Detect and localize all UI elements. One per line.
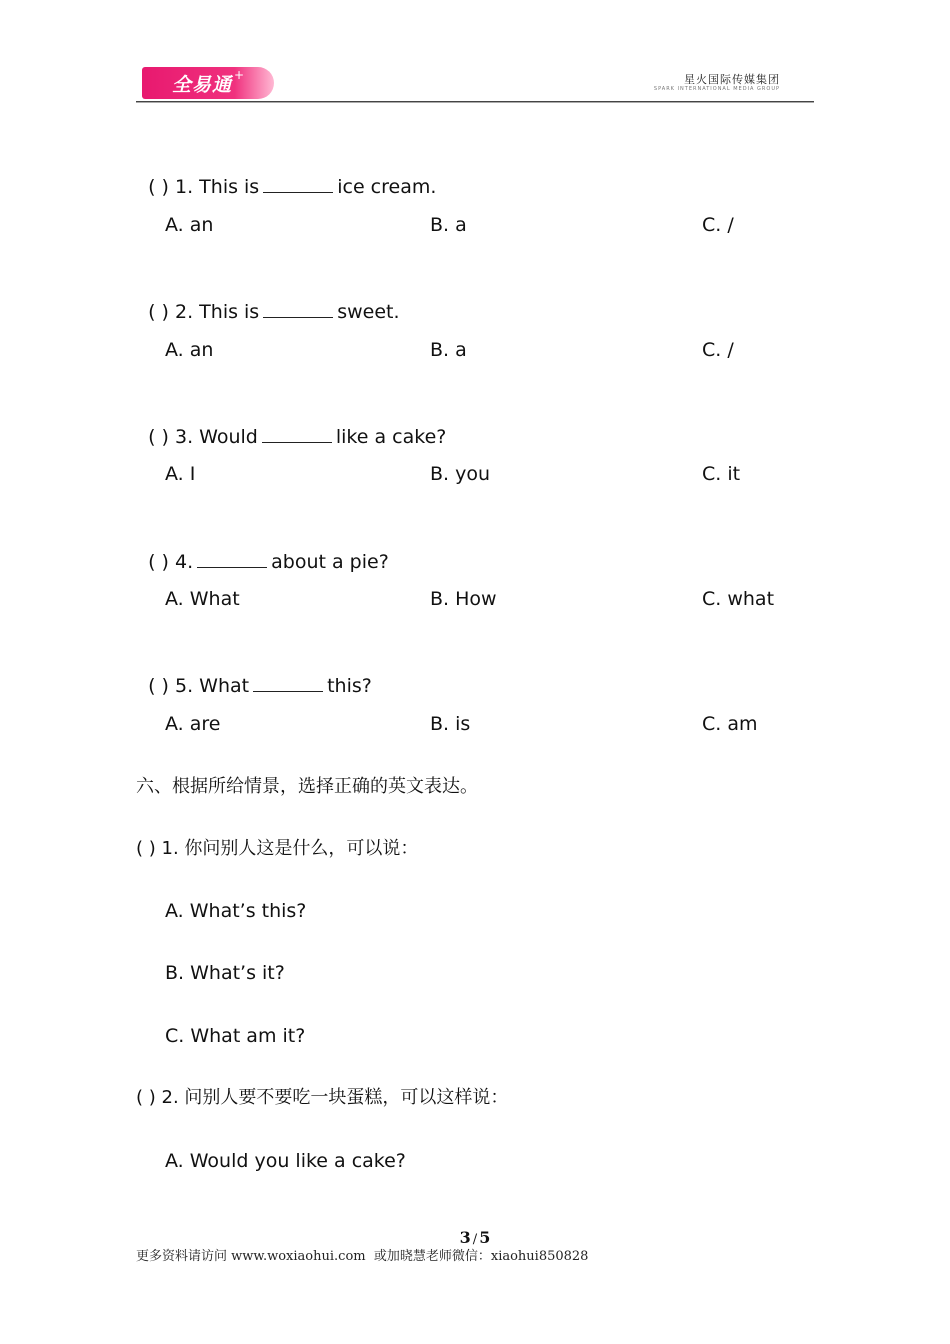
question-5-option-a: A. are — [165, 713, 221, 735]
answer-blank — [253, 673, 323, 692]
question-1-option-c: C. / — [702, 214, 734, 236]
publisher-name: 星火国际传媒集团 — [684, 73, 780, 86]
footer-note: 更多资料请访问 www.woxiaohui.com 或加晓慧老师微信：xiaohui850828 — [136, 1249, 589, 1264]
brand-logo-text: 全易通 — [171, 73, 232, 96]
answer-blank — [263, 299, 333, 318]
question-1-option-b: B. a — [430, 214, 467, 236]
question-2-option-c: C. / — [702, 339, 734, 361]
situation-2-option-a: A. Would you like a cake? — [165, 1150, 406, 1172]
question-4-stem — [136, 525, 389, 574]
answer-blank — [262, 424, 332, 443]
question-5-stem — [136, 649, 372, 698]
question-3-option-b: B. you — [430, 463, 491, 485]
answer-blank — [197, 549, 267, 568]
question-5-option-c: C. am — [702, 713, 758, 735]
question-2-stem — [136, 275, 400, 324]
situation-2-stem: ( ) 2. 问别人要不要吃一块蛋糕，可以这样说： — [136, 1087, 509, 1108]
question-1-option-a: A. an — [165, 214, 214, 236]
question-stem-after: this? — [327, 675, 372, 697]
page-current: 3 — [459, 1228, 471, 1247]
page-header — [136, 64, 814, 102]
question-stem-before: ( ) 3. Would — [148, 426, 258, 448]
header-divider — [136, 101, 814, 103]
question-1-stem — [136, 150, 436, 199]
question-5-option-b: B. is — [430, 713, 471, 735]
page-total: 5 — [479, 1228, 491, 1247]
brand-logo-star: + — [233, 68, 245, 82]
situation-1-option-b: B. What’s it? — [165, 962, 285, 984]
question-2-option-b: B. a — [430, 339, 467, 361]
question-stem-before: ( ) 2. This is — [148, 301, 260, 323]
question-4-option-c: C. what — [702, 588, 775, 610]
question-stem-before: ( ) 4. — [148, 551, 194, 573]
question-2-option-a: A. an — [165, 339, 214, 361]
publisher-subtitle: SPARK INTERNATIONAL MEDIA GROUP — [653, 86, 780, 92]
question-stem-after: sweet. — [337, 301, 400, 323]
section-6-title: 六、根据所给情景，选择正确的英文表达。 — [136, 776, 478, 797]
publisher-mark — [654, 73, 780, 93]
question-stem-after: like a cake? — [335, 426, 447, 448]
situation-1-option-c: C. What am it? — [165, 1025, 306, 1047]
question-stem-after: ice cream. — [337, 176, 437, 198]
brand-logo — [142, 67, 274, 99]
question-4-option-a: A. What — [165, 588, 240, 610]
question-stem-after: about a pie? — [271, 551, 389, 573]
page-number — [0, 1228, 950, 1250]
answer-blank — [263, 174, 333, 193]
question-3-stem — [136, 400, 446, 449]
page-separator: / — [472, 1232, 478, 1247]
question-3-option-c: C. it — [702, 463, 741, 485]
question-3-option-a: A. I — [165, 463, 196, 485]
question-stem-before: ( ) 5. What — [148, 675, 250, 697]
situation-1-stem: ( ) 1. 你问别人这是什么，可以说： — [136, 838, 419, 859]
question-stem-before: ( ) 1. This is — [148, 176, 260, 198]
question-4-option-b: B. How — [430, 588, 497, 610]
situation-1-option-a: A. What’s this? — [165, 900, 307, 922]
